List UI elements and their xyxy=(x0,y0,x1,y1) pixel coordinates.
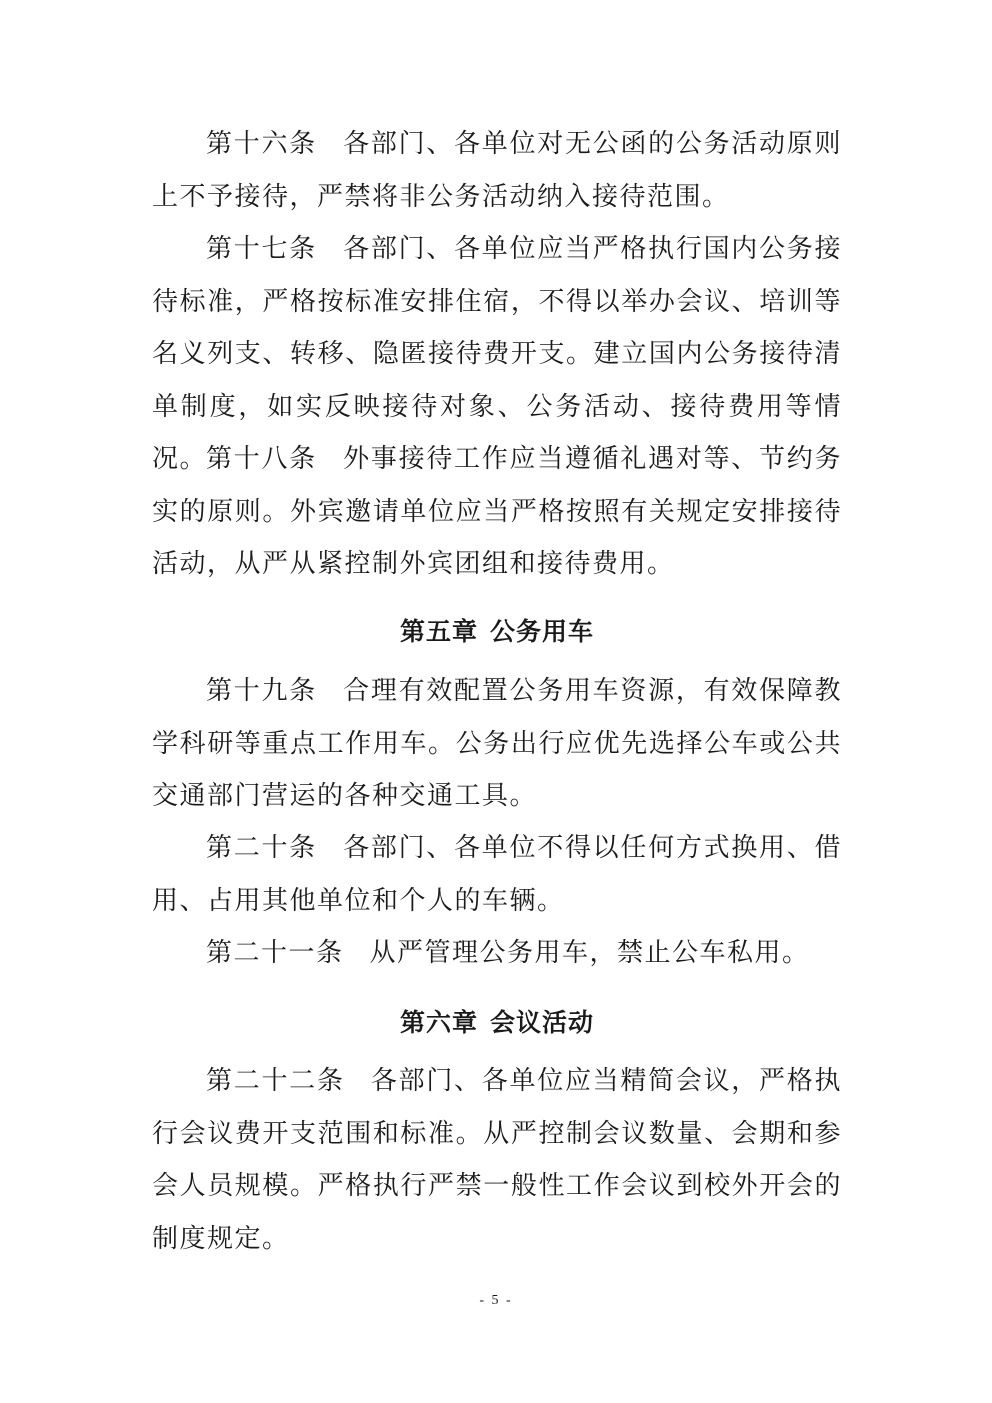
article-16 xyxy=(152,118,842,223)
article-text: 各部门、各单位应当严格执行国内公务接待标准，严格按标准安排住宿，不得以举办会议、培训等名义列支、转移、隐匿接待费开支。建立国内公务接待清单制度，如实反映接待对象、公务活动、接待费用等情况。 xyxy=(152,234,842,474)
article-label: 第十六条 xyxy=(206,129,317,159)
article-text: 各部门、各单位对无公函的公务活动原则上不予接待，严禁将非公务活动纳入接待范围。 xyxy=(152,129,842,212)
article-text: 各部门、各单位应当精简会议，严格执行会议费开支范围和标准。从严控制会议数量、会期和参会人员规模。严格执行严禁一般性工作会议到校外开会的制度规定。 xyxy=(152,1066,842,1254)
article-text: 从严管理公务用车，禁止公车私用。 xyxy=(369,938,810,968)
chapter-title: 会议活动 xyxy=(490,1008,595,1037)
article-label: 第二十条 xyxy=(206,833,317,863)
chapter-6-heading xyxy=(152,1003,842,1039)
article-22 xyxy=(152,1055,842,1265)
article-text: 合理有效配置公务用车资源，有效保障教学科研等重点工作用车。公务出行应优先选择公车或公共交通部门营运的各种交通工具。 xyxy=(152,676,842,811)
chapter-5-heading xyxy=(152,612,842,648)
article-label: 第十八条 xyxy=(206,444,317,474)
article-label: 第十九条 xyxy=(206,676,317,706)
article-19 xyxy=(152,665,842,823)
article-20 xyxy=(152,822,842,927)
article-18 xyxy=(152,433,842,591)
article-label: 第十七条 xyxy=(206,234,317,264)
article-label: 第二十二条 xyxy=(206,1066,345,1096)
article-label: 第二十一条 xyxy=(206,938,344,968)
article-text: 各部门、各单位不得以任何方式换用、借用、占用其他单位和个人的车辆。 xyxy=(152,833,842,916)
article-21 xyxy=(152,927,842,980)
chapter-title: 公务用车 xyxy=(490,617,595,646)
article-text: 外事接待工作应当遵循礼遇对等、节约务实的原则。外宾邀请单位应当严格按照有关规定安排接待活动，从严从紧控制外宾团组和接待费用。 xyxy=(152,444,842,579)
chapter-number: 第六章 xyxy=(399,1008,478,1037)
page-number: - 5 - xyxy=(479,1293,513,1308)
chapter-number: 第五章 xyxy=(399,617,478,646)
